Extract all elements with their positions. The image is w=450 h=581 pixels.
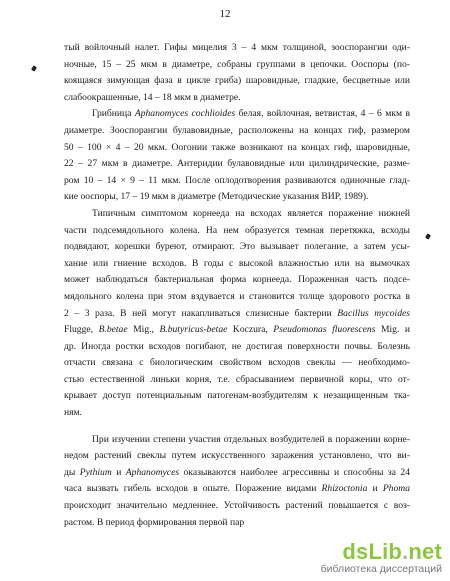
text-line: растом. В период формирования первой пар	[64, 516, 245, 528]
paragraph	[64, 206, 410, 422]
text-line: При изучении степени участия отдельных возбудителей в поражении корне-	[92, 433, 410, 445]
text-line: части подсемядольного колена. На нем образуется темная перетяжка, всходы	[64, 224, 410, 236]
text-line: кие ооспоры, 17 – 19 мкм в диаметре (Методические указания ВИР, 1989).	[64, 191, 369, 203]
text-line: слабоокрашенные, 14 – 18 мкм в диаметре.	[64, 91, 241, 103]
text-line: 50 – 100 × 4 – 20 мкм. Оогонии также возникают на концах гиф, шаровидные,	[64, 141, 410, 153]
document-body	[64, 40, 410, 531]
text-line: отчасти связана с биологическим свойством всходов свеклы — необходимо-	[64, 357, 410, 369]
text-line: ночные, 15 – 25 мкм в диаметре, собраны группами в цепочки. Ооспоры (по-	[64, 58, 410, 70]
text-line: 2 – 3 раза. В ней могут накапливаться слизисные бактерии Bacillus mycoides	[64, 307, 410, 319]
watermark	[321, 539, 442, 575]
text-line: крывает доступ потенциальным патогенам-возбудителям к незащищенным тка-	[64, 390, 410, 402]
text-line: часа вызвать гибель всходов в опыте. Поражение видами Rhizoctonia и Phoma	[64, 483, 410, 495]
page-number: 12	[219, 8, 231, 20]
paragraph	[64, 40, 410, 106]
paragraph	[64, 106, 410, 206]
watermark-logo: dsLib.net	[342, 539, 442, 564]
text-line: коящаяся зимующая фаза в цикле гриба) шаровидные, гладкие, бесцветные или	[64, 75, 410, 87]
text-line: недом растений свеклы путем искусственного заражения установлено, что ви-	[64, 450, 410, 462]
text-line: тый войлочный налет. Гифы мицелия 3 – 4 мкм толщиной, зооспорангии оди-	[64, 42, 410, 53]
text-line: 22 – 27 мкм в диаметре. Антеридии булавовидные или цилиндрические, разме-	[64, 158, 410, 170]
watermark-subtitle: библиотека диссертаций	[320, 563, 442, 575]
text-line: Flugge, B.betae Mig., B.butyricus-betae Koczura, Pseudomonas fluorescens Mig. и	[64, 324, 411, 336]
text-line: подвядают, корешки буреют, отмирают. Это вызывает полегание, а затем усы-	[64, 241, 410, 253]
text-line: Типичным симптомом корнееда на всходах является поражение нижней	[92, 207, 410, 219]
text-line: мядольного колена при этом вздувается и становится толще здорового ростка в	[64, 290, 410, 302]
text-line: диаметре. Зооспорангии булавовидные, расположены на концах гиф, размером	[64, 124, 410, 136]
text-line: стью естественной линьки корня, т.е. сбрасыванием первичной коры, что от-	[64, 373, 410, 385]
text-line: ням.	[64, 407, 83, 419]
paragraph-gap	[64, 422, 410, 432]
scan-speck-right	[425, 233, 431, 239]
text-line: ром 10 – 14 × 9 – 11 мкм. После оплодотворения развиваются одиночные глад-	[64, 174, 410, 186]
text-line: хание или гниение всходов. В годы с высокой влажностью или на вымочках	[64, 257, 410, 269]
text-line: происходит значительно медленнее. Устойчивость растений повышается с воз-	[64, 500, 410, 512]
paragraph	[64, 432, 410, 532]
text-line: Грибница Aphanomyces cochlioides белая, войлочная, ветвистая, 4 – 6 мкм в	[92, 108, 410, 120]
text-line: может наблюдаться бактериальная форма корнееда. Пораженная часть подсе-	[64, 274, 410, 286]
text-line: ды Pythium и Aphanomyces оказываются наиболее агрессивны и способны за 24	[64, 466, 410, 478]
scan-speck-left	[31, 65, 37, 71]
text-line: др. Иногда ростки всходов погибают, не достигая поверхности почвы. Болезнь	[64, 340, 410, 352]
